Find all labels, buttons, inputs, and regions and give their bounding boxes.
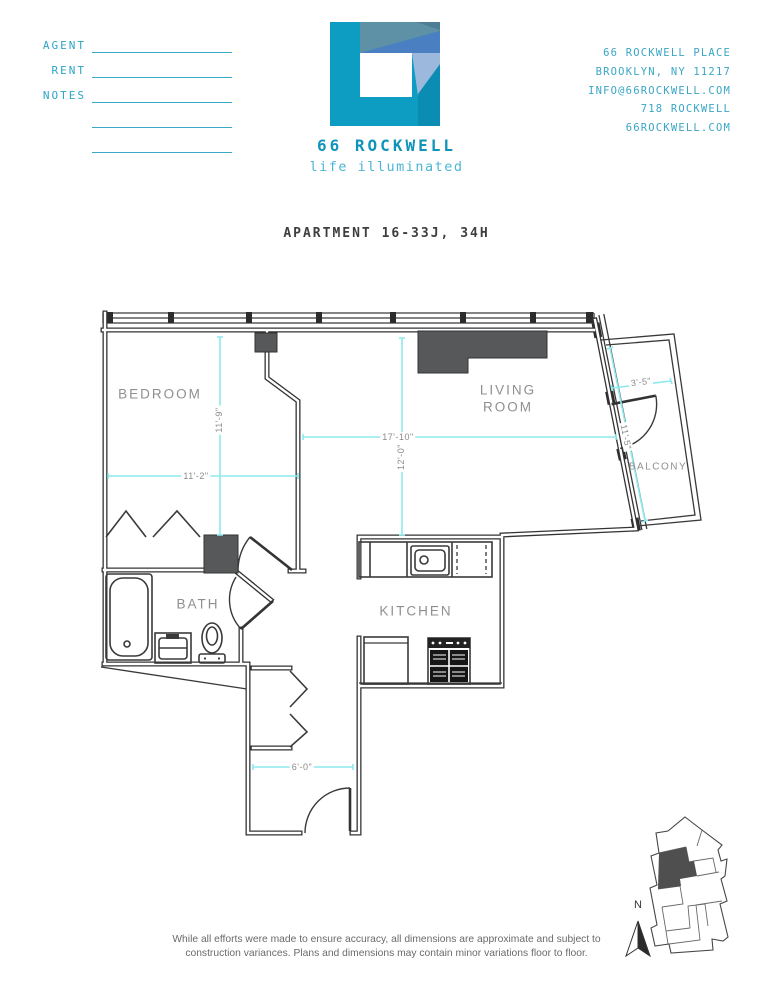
contact-website: 66ROCKWELL.COM: [625, 122, 731, 135]
bath-sink-icon: [155, 633, 191, 663]
bedroom-closet-doors: [106, 511, 200, 537]
apartment-title: APARTMENT 16-33J, 34H: [283, 226, 490, 241]
dim-living-width: 17'-10": [382, 432, 414, 442]
dim-living-depth: 12'-0": [396, 444, 406, 470]
north-label: N: [634, 899, 642, 911]
rent-label: RENT: [51, 64, 86, 77]
stove-icon: [359, 638, 502, 684]
dim-balcony-length: 11'-5": [618, 423, 634, 451]
brand-tagline: life illuminated: [309, 159, 464, 175]
contact-address-line: 66 ROCKWELL PLACE: [603, 47, 731, 59]
bedroom-door: [238, 537, 292, 570]
dim-balcony-width: 3'-5": [630, 375, 652, 389]
brand-name: 66 ROCKWELL: [317, 136, 456, 155]
toilet-icon: [199, 623, 225, 663]
room-label-bedroom: BEDROOM: [118, 386, 202, 402]
dim-bedroom-depth: 11'-9": [214, 407, 224, 433]
dim-hall-width: 6'-0": [291, 762, 313, 772]
entry-door: [305, 788, 350, 833]
notes-label: NOTES: [42, 89, 86, 102]
agent-label: AGENT: [42, 39, 86, 52]
dimension-lines: [108, 337, 672, 770]
disclaimer-line-2: construction variances. Plans and dimensions may contain minor variations floor to floor.: [185, 947, 588, 959]
window-band: [103, 312, 647, 531]
room-label-living-2: ROOM: [483, 399, 533, 415]
disclaimer-line-1: While all efforts were made to ensure accuracy, all dimensions are approximate and subject to: [172, 934, 601, 945]
room-label-kitchen: KITCHEN: [379, 603, 453, 619]
dim-bedroom-width: 11'-2": [183, 471, 209, 481]
disclaimer-text: [0, 933, 773, 960]
contact-city-line: BROOKLYN, NY 11217: [595, 65, 731, 78]
kitchen-sink-icon: [411, 546, 449, 575]
bathtub-icon: [106, 574, 152, 660]
contact-phone: 718 ROCKWELL: [640, 103, 731, 116]
room-label-bath: BATH: [176, 596, 220, 612]
room-label-balcony: BALCONY: [628, 461, 688, 473]
hall-closet-doors: [290, 671, 307, 747]
room-label-living-1: LIVING: [479, 382, 537, 398]
contact-email: INFO@66ROCKWELL.COM: [588, 84, 731, 97]
fridge-icon: [364, 637, 408, 684]
